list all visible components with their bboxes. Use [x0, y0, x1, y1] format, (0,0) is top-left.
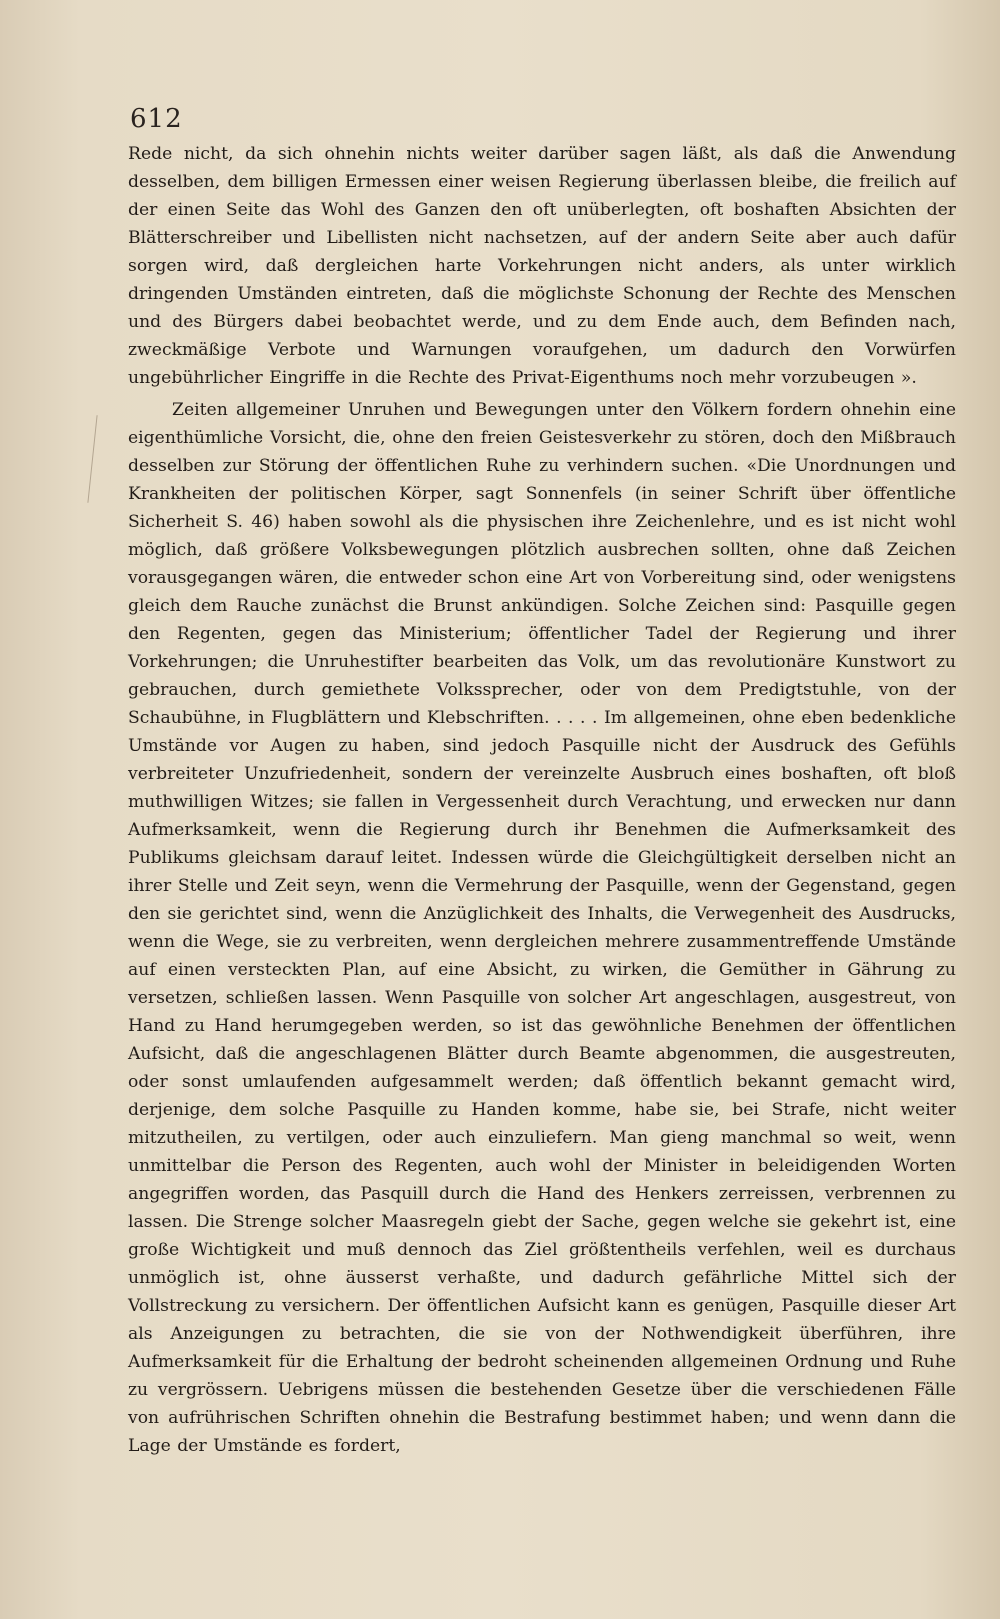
margin-pencil-mark — [87, 415, 97, 503]
body-text — [128, 140, 956, 1460]
paragraph: Rede nicht, da sich ohnehin nichts weiter darüber sagen läßt, als daß die Anwendung desselben, dem billigen Ermessen einer weisen Regierung überlassen bleibe, die freilich auf der einen Seite das Wohl des Ganzen den oft unüberlegten, oft boshaften Absichten der Blätterschreiber und Libellisten nicht nachsetzen, auf der andern Seite aber auch dafür sorgen wird, daß dergleichen harte Vorkehrungen nicht anders, als unter wirklich dringenden Umständen eintreten, daß die möglichste Schonung der Rechte des Menschen und des Bürgers dabei beobachtet werde, und zu dem Ende auch, dem Befinden nach, zweckmäßige Verbote und Warnungen voraufgehen, um dadurch den Vorwürfen ungebührlicher Eingriffe in die Rechte des Privat-Eigenthums noch mehr vorzubeugen ». — [128, 144, 956, 388]
paragraph: Zeiten allgemeiner Unruhen und Bewegungen unter den Völkern fordern ohnehin eine eigenthümliche Vorsicht, die, ohne den freien Geistesverkehr zu stören, doch den Mißbrauch desselben zur Störung der öffentlichen Ruhe zu verhindern suchen. «Die Unordnungen und Krankheiten der politischen Körper, sagt Sonnenfels (in seiner Schrift über öffentliche Sicherheit S. 46) haben sowohl als die physischen ihre Zeichenlehre, und es ist nicht wohl möglich, daß größere Volksbewegungen plötzlich ausbrechen sollten, ohne daß Zeichen vorausgegangen wären, die entweder schon eine Art von Vorbereitung sind, oder wenigstens gleich dem Rauche zunächst die Brunst ankündigen. Solche Zeichen sind: Pasquille gegen den Regenten, gegen das Ministerium; öffentlicher Tadel der Regierung und ihrer Vorkehrungen; die Unruhestifter bearbeiten das Volk, um das revolutionäre Kunstwort zu gebrauchen, durch gemiethete Volkssprecher, oder von dem Predigtstuhle, von der Schaubühne, in Flugblättern und Klebschriften. . . . . Im allgemeinen, ohne eben bedenkliche Umstände vor Augen zu haben, sind jedoch Pasquille nicht der Ausdruck des Gefühls verbreiteter Unzufriedenheit, sondern der vereinzelte Ausbruch eines boshaften, oft bloß muthwilligen Witzes; sie fallen in Vergessenheit durch Verachtung, und erwecken nur dann Aufmerksamkeit, wenn die Regierung durch ihr Benehmen die Aufmerksamkeit des Publikums gleichsam darauf leitet. Indessen würde die Gleichgültigkeit derselben nicht an ihrer Stelle und Zeit seyn, wenn die Vermehrung der Pasquille, wenn der Gegenstand, gegen den sie gerichtet sind, wenn die Anzüglichkeit des Inhalts, die Verwegenheit des Ausdrucks, wenn die Wege, sie zu verbreiten, wenn dergleichen mehrere zusammentreffende Umstände auf einen versteckten Plan, auf eine Absicht, zu wirken, die Gemüther in Gährung zu versetzen, schließen lassen. Wenn Pasquille von solcher Art angeschlagen, ausgestreut, von Hand zu Hand herumgegeben werden, so ist das gewöhnliche Benehmen der öffentlichen Aufsicht, daß die angeschlagenen Blätter durch Beamte abgenommen, die ausgestreuten, oder sonst umlaufenden aufgesammelt werden; daß öffentlich bekannt gemacht wird, derjenige, dem solche Pasquille zu Handen komme, habe sie, bei Strafe, nicht weiter mitzutheilen, zu vertilgen, oder auch einzuliefern. Man gieng manchmal so weit, wenn unmittelbar die Person des Regenten, auch wohl der Minister in beleidigenden Worten angegriffen worden, das Pasquill durch die Hand des Henkers zerreissen, verbrennen zu lassen. Die Strenge solcher Maasregeln giebt der Sache, gegen welche sie gekehrt ist, eine große Wichtigkeit und muß dennoch das Ziel größtentheils verfehlen, weil es durchaus unmöglich ist, ohne äusserst verhaßte, und dadurch gefährliche Mittel sich der Vollstreckung zu versichern. Der öffentlichen Aufsicht kann es genügen, Pasquille dieser Art als Anzeigungen zu betrachten, die sie von der Nothwendigkeit überführen, ihre Aufmerksamkeit für die Erhaltung der bedroht scheinenden allgemeinen Ordnung und Ruhe zu vergrössern. Uebrigens müssen die bestehenden Gesetze über die verschiedenen Fälle von aufrührischen Schriften ohnehin die Bestrafung bestimmet haben; und wenn dann die Lage der Umstände es fordert, — [128, 400, 956, 1456]
page-number: 612 — [130, 104, 183, 134]
